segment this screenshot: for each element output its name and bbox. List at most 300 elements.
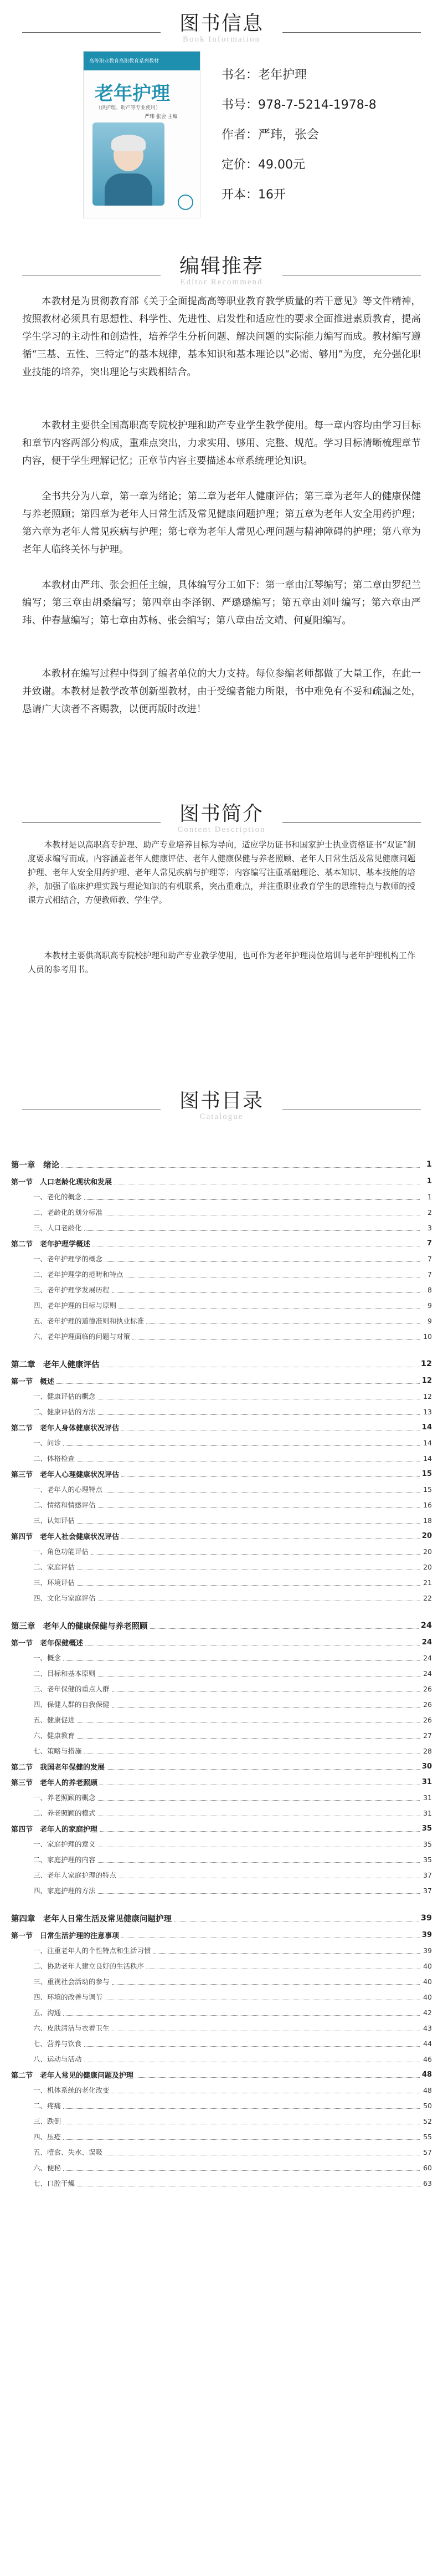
toc-section (11, 1175, 432, 1187)
toc-page-number: 46 (423, 2054, 432, 2063)
toc-item (11, 2115, 432, 2127)
toc-page-number: 12 (421, 1376, 432, 1385)
description-subtitle: Content Description (177, 825, 266, 834)
toc-entry-title: 七、策略与措施 (33, 1747, 82, 1755)
toc-item (11, 1206, 432, 1218)
recommend-header (0, 251, 443, 287)
toc-page-number: 12 (423, 1392, 432, 1401)
toc-page-number: 31 (423, 1808, 432, 1817)
toc-dot-leader (121, 1932, 420, 1938)
toc-entry-title: 三、重视社会活动的参与 (33, 1977, 110, 1986)
toc-dot-leader (91, 1548, 420, 1555)
toc-page-number: 30 (421, 1762, 432, 1771)
toc-item (11, 1714, 432, 1726)
toc-entry-title: 第二节 老年人常见的健康问题及护理 (11, 2071, 134, 2080)
recommend-paragraph: 本教材由严玮、张会担任主编，具体编写分工如下：第一章由江琴编写；第二章由罗纪兰编写；第三章由胡桑编写；第四章由李泽钢、严璐璐编写；第五章由刘叶编写；第六章由严玮、仲春慧编写；第七章由苏畅、张会编写；第八章由岳文靖、何夏阳编写。 (22, 580, 421, 626)
header-rule-left (22, 32, 161, 33)
toc-page-number: 39 (423, 1946, 432, 1955)
toc-page-number: 24 (421, 1638, 432, 1647)
toc-entry-title: 二、家庭评估 (33, 1563, 75, 1571)
toc-page-number: 10 (423, 1332, 432, 1341)
toc-item (11, 1884, 432, 1897)
toc-entry-title: 四、压疮 (33, 2133, 61, 2141)
toc-page-number: 31 (423, 1793, 432, 1802)
toc-item (11, 1561, 432, 1573)
toc-entry-title: 五、噎食、失水、误吸 (33, 2148, 103, 2156)
toc-entry-title: 一、概念 (33, 1654, 61, 1662)
toc-dot-leader (107, 1764, 420, 1770)
toc-item (11, 1390, 432, 1402)
cover-authors: 严玮 张会 主编 (145, 114, 178, 120)
toc-entry-title: 四、保健人群的自我保健 (33, 1700, 110, 1709)
toc-section (11, 1237, 432, 1249)
toc-dot-leader (153, 1948, 420, 1954)
toc-dot-leader (112, 2087, 420, 2093)
toc-section (11, 1776, 432, 1788)
toc-chapter (11, 1358, 432, 1370)
description-title: 图书简介 (179, 803, 264, 825)
toc-page-number: 24 (423, 1653, 432, 1662)
toc-dot-leader (85, 1639, 420, 1645)
toc-dot-leader (105, 1209, 420, 1215)
toc-dot-leader (63, 2118, 420, 2124)
toc-entry-title: 第二节 我国老年保健的发展 (11, 1763, 105, 1772)
toc-entry-title: 一、养老照顾的概念 (33, 1793, 96, 1802)
toc-item (11, 2037, 432, 2049)
toc-dot-leader (132, 1333, 420, 1340)
toc-page-number: 14 (423, 1454, 432, 1463)
toc-item (11, 1268, 432, 1280)
toc-dot-leader (77, 1732, 420, 1739)
toc-item (11, 1869, 432, 1881)
info-format-value: 16开 (258, 188, 286, 202)
toc-entry-title: 第一节 人口老龄化现状和发展 (11, 1178, 112, 1187)
toc-page-number: 15 (421, 1469, 432, 1478)
toc-page-number: 8 (427, 1285, 432, 1294)
toc-section (11, 1760, 432, 1772)
toc-dot-leader (84, 2041, 420, 2047)
toc-entry-title: 一、健康评估的概念 (33, 1392, 96, 1401)
toc-page-number: 14 (423, 1438, 432, 1447)
toc-item (11, 1284, 432, 1296)
toc-item (11, 2099, 432, 2112)
toc-item (11, 1299, 432, 1311)
header-rule-right (282, 822, 421, 823)
toc-page-number: 16 (423, 1500, 432, 1509)
toc-page-number: 26 (423, 1715, 432, 1724)
toc-page-number: 14 (421, 1423, 432, 1432)
toc-dot-leader (112, 1686, 420, 1692)
toc-item (11, 1975, 432, 1987)
toc-item (11, 1452, 432, 1464)
toc-dot-leader (63, 2134, 420, 2140)
toc-entry-title: 一、老化的概念 (33, 1193, 82, 1201)
toc-entry-title: 六、便秘 (33, 2164, 61, 2172)
toc-entry-title: 一、老年人的心理特点 (33, 1485, 103, 1494)
toc-entry-title: 二、协助老年人建立良好的生活秩序 (33, 1962, 145, 1970)
book-info-title: 图书信息 (179, 12, 264, 35)
toc-dot-leader (84, 1194, 420, 1200)
toc-dot-leader (84, 1225, 420, 1231)
toc-chapter (11, 1912, 432, 1924)
toc-dot-leader (174, 1915, 419, 1921)
toc-dot-leader (146, 1963, 420, 1969)
toc-item (11, 1838, 432, 1850)
cover-series: 高等职业教育高职教育系列教材 (89, 59, 159, 64)
toc-entry-title: 二、老龄化的划分标准 (33, 1208, 103, 1217)
toc-entry-title: 五、老年护理的道德准则和执业标准 (33, 1317, 145, 1325)
recommend-subtitle: Editor Recommend (180, 278, 263, 287)
toc-chapter (11, 1619, 432, 1632)
toc-item (11, 1853, 432, 1865)
toc-dot-leader (119, 1872, 420, 1878)
toc-dot-leader (105, 1486, 420, 1493)
toc-dot-leader (77, 1455, 420, 1461)
info-isbn-label: 书号： (222, 98, 259, 112)
toc-entry-title: 第二章 老年人健康评估 (11, 1360, 100, 1369)
toc-page-number: 7 (427, 1254, 432, 1263)
description-paragraph: 本教材是以高职高专护理、助产专业培养目标为导向，适应学历证书和国家护士执业资格证书“双证”制度要求编写而成。内容涵盖老年人健康评估、老年人健康保健与养老照顾、老年人日常生活及常见健康问题护理、老年人安全用药护理、老年人常见疾病与护理等；内容编写注重基础理论、基本知识、基本技能的培养，加强了临床护理实践与理论知识的有机联系，突出重难点，并注重职业教育学生的思维特点与教师的授课方式相结合，方便教师教、学生学。 (28, 840, 415, 905)
toc-page-number: 60 (423, 2163, 432, 2172)
toc-item (11, 2146, 432, 2158)
toc-entry-title: 二、健康评估的方法 (33, 1408, 96, 1416)
toc-section (11, 1530, 432, 1542)
toc-section (11, 1636, 432, 1648)
toc-page-number: 1 (427, 1192, 432, 1201)
info-title-value: 老年护理 (258, 68, 307, 82)
toc-page-number: 63 (423, 2179, 432, 2187)
toc-entry-title: 七、营养与饮食 (33, 2040, 82, 2048)
toc-dot-leader (150, 1623, 419, 1629)
toc-dot-leader (100, 1826, 420, 1832)
toc-dot-leader (146, 1318, 420, 1324)
recommend-paragraph: 本教材主要供全国高职高专院校护理和助产专业学生教学使用。每一章内容均由学习目标和章节内容两部分构成，重难点突出，力求实用、够用、完整、规范。学习目标清晰梳理章节内容，便于学生理解记忆；正章节内容主要描述本章系统理论知识。 (22, 420, 421, 467)
toc-dot-leader (114, 1178, 420, 1184)
toc-dot-leader (105, 1994, 420, 2000)
toc-item (11, 1667, 432, 1679)
toc-entry-title: 二、情绪和情感评估 (33, 1501, 96, 1509)
toc-entry-title: 第三章 老年人的健康保健与养老照顾 (11, 1622, 148, 1631)
recommend-paragraph: 全书共分为八章，第一章为绪论；第二章为老年人健康评估；第三章为老年人的健康保健与养老照顾；第四章为老年人日常生活及常见健康问题护理；第五章为老年人安全用药护理；第六章为老年人常见疾病与护理；第七章为老年人常见心理问题与精神障碍的护理；第八章为老年人临终关怀与护理。 (22, 491, 421, 555)
catalogue-header (0, 1085, 443, 1122)
cover-subtitle: （供护理、助产等专业使用） (96, 105, 161, 111)
toc-page-number: 20 (421, 1531, 432, 1540)
toc-entry-title: 第二节 老年护理学概述 (11, 1240, 91, 1249)
toc-page-number: 55 (423, 2132, 432, 2141)
toc-dot-leader (105, 1256, 420, 1262)
toc-page-number: 7 (427, 1270, 432, 1279)
header-rule-right (282, 32, 421, 33)
toc-item (11, 1745, 432, 1757)
toc-dot-leader (77, 1517, 420, 1524)
info-format-label: 开本： (222, 188, 259, 202)
toc-item (11, 2161, 432, 2174)
toc-entry-title: 四、环境的改善与调节 (33, 1993, 103, 2001)
toc-page-number: 37 (423, 1870, 432, 1879)
publisher-logo-icon (178, 195, 193, 210)
toc-item (11, 1315, 432, 1327)
toc-entry-title: 三、环境评估 (33, 1578, 75, 1587)
toc-page-number: 20 (423, 1562, 432, 1571)
toc-entry-title: 第二节 老年人身体健康状况评估 (11, 1424, 120, 1433)
info-isbn-value: 978-7-5214-1978-8 (258, 98, 377, 112)
toc-entry-title: 三、老年保健的重点人群 (33, 1685, 110, 1693)
description-header (0, 798, 443, 835)
recommend-paragraph: 本教材在编写过程中得到了编者单位的大力支持。每位参编老师都做了大量工作，在此一并致谢。本教材是教学改革创新型教材，由于受编者能力所限，书中难免有不妥和疏漏之处，恳请广大读者不吝赐教，以便再版时改进！ (22, 668, 421, 715)
toc-entry-title: 三、老年护理学发展历程 (33, 1286, 110, 1294)
toc-entry-title: 一、注重老年人的个性特点和生活习惯 (33, 1946, 151, 1955)
toc-entry-title: 四、老年护理的目标与原则 (33, 1301, 117, 1310)
toc-page-number: 44 (423, 2039, 432, 2048)
toc-item (11, 1499, 432, 1511)
toc-page-number: 9 (427, 1301, 432, 1310)
toc-entry-title: 七、口腔干燥 (33, 2179, 75, 2187)
cover-photo-figure-body (105, 173, 152, 206)
toc-section (11, 2068, 432, 2081)
toc-entry-title: 一、机体系统的老化改变 (33, 2086, 110, 2094)
toc-entry-title: 第四章 老年人日常生活及常见健康问题护理 (11, 1914, 172, 1924)
toc-page-number: 22 (423, 1593, 432, 1602)
toc-entry-title: 二、养老照顾的模式 (33, 1809, 96, 1817)
toc-page-number: 40 (423, 1992, 432, 2001)
toc-entry-title: 六、皮肤清洁与衣着卫生 (33, 2024, 110, 2032)
toc-dot-leader (121, 1424, 420, 1430)
toc-page-number: 24 (423, 1669, 432, 1678)
toc-entry-title: 第三节 老年人的养老照顾 (11, 1778, 98, 1787)
toc-dot-leader (98, 1409, 420, 1415)
toc-entry-title: 第四节 老年人的家庭护理 (11, 1825, 98, 1834)
toc-entry-title: 一、角色功能评估 (33, 1547, 89, 1556)
toc-page-number: 52 (423, 2117, 432, 2125)
toc-item (11, 1592, 432, 1604)
toc-dot-leader (98, 1810, 420, 1816)
toc-dot-leader (98, 1595, 420, 1601)
toc-dot-leader (56, 1378, 420, 1384)
toc-page-number: 24 (420, 1621, 432, 1630)
cover-photo (92, 122, 164, 206)
toc-page-number: 39 (421, 1930, 432, 1939)
toc-item (11, 1729, 432, 1741)
toc-item (11, 1253, 432, 1265)
toc-dot-leader (77, 1717, 420, 1723)
toc-item (11, 1221, 432, 1234)
toc-page-number: 13 (423, 1407, 432, 1416)
toc-item (11, 2053, 432, 2065)
toc-item (11, 1791, 432, 1803)
toc-entry-title: 六、健康教育 (33, 1731, 75, 1740)
info-isbn-row (222, 95, 377, 113)
toc-dot-leader (126, 1271, 420, 1277)
toc-dot-leader (77, 2180, 420, 2186)
info-price-label: 定价： (222, 158, 259, 172)
toc-dot-leader (84, 1748, 420, 1754)
recommend-title: 编辑推荐 (179, 255, 264, 278)
toc-page-number: 31 (421, 1777, 432, 1786)
info-format-row (222, 185, 286, 202)
toc-dot-leader (98, 1670, 420, 1677)
toc-page-number: 43 (423, 2023, 432, 2032)
toc-item (11, 1330, 432, 1342)
toc-dot-leader (63, 2010, 420, 2016)
toc-page-number: 26 (423, 1700, 432, 1709)
toc-entry-title: 一、老年护理学的概念 (33, 1255, 103, 1263)
toc-page-number: 1 (426, 1177, 432, 1185)
toc-entry-title: 五、健康促进 (33, 1716, 75, 1724)
toc-item (11, 1545, 432, 1557)
toc-item (11, 1991, 432, 2003)
toc-entry-title: 一、问诊 (33, 1439, 61, 1447)
info-title-label: 书名： (222, 68, 259, 82)
toc-page-number: 35 (421, 1824, 432, 1833)
toc-item (11, 1514, 432, 1526)
toc-item (11, 2006, 432, 2018)
toc-dot-leader (98, 1795, 420, 1801)
toc-dot-leader (119, 1302, 420, 1309)
toc-page-number: 1 (426, 1160, 432, 1169)
toc-dot-leader (92, 1240, 420, 1246)
toc-page-number: 3 (427, 1223, 432, 1232)
toc-item (11, 1807, 432, 1819)
toc-dot-leader (98, 1888, 420, 1894)
toc-page-number: 28 (423, 1746, 432, 1755)
toc-dot-leader (63, 1655, 420, 1661)
toc-page-number: 18 (423, 1516, 432, 1525)
cover-title: 老年护理 (95, 83, 170, 105)
cover-photo-figure-hair (111, 135, 146, 151)
toc-dot-leader (84, 2056, 420, 2062)
toc-dot-leader (100, 1779, 420, 1785)
toc-item (11, 1960, 432, 1972)
toc-section (11, 1374, 432, 1387)
description-paragraph: 本教材主要供高职高专院校护理和助产专业教学使用，也可作为老年护理岗位培训与老年护理机构工作人员的参考用书。 (28, 951, 415, 974)
toc-dot-leader (112, 2025, 420, 2031)
book-cover-image (83, 51, 200, 218)
toc-page-number: 21 (423, 1578, 432, 1587)
toc-dot-leader (77, 1580, 420, 1586)
toc-page-number: 40 (423, 1961, 432, 1970)
toc-dot-leader (98, 1841, 420, 1847)
book-info-header (0, 8, 443, 44)
recommend-paragraph: 本教材是为贯彻教育部《关于全面提高高等职业教育教学质量的若干意见》等文件精神，按照教材必须具有思想性、科学性、先进性、启发性和适应性的要求全面推进素质教育，提高学生学习的主动性和创造性，培养学生分析问题、解决问题的实际能力编写而成。教材编写遵循“三基、五性、三特定”的基本规律，基本知识和基本理论以“必需、够用”为度，充分强化职业技能的培养，突出理论与实践相结合。 (22, 296, 421, 378)
toc-dot-leader (61, 1162, 420, 1168)
toc-dot-leader (102, 1361, 419, 1367)
toc-entry-title: 五、沟通 (33, 2008, 61, 2017)
toc-entry-title: 二、老年护理学的范畴和特点 (33, 1270, 123, 1279)
catalogue-subtitle: Catalogue (199, 1112, 244, 1121)
catalogue-title: 图书目录 (179, 1090, 264, 1112)
toc-entry-title: 三、老年人家庭护理的特点 (33, 1871, 117, 1879)
toc-page-number: 12 (420, 1359, 432, 1368)
toc-page-number: 2 (427, 1208, 432, 1217)
toc-dot-leader (63, 1440, 420, 1446)
toc-page-number: 57 (423, 2148, 432, 2156)
toc-entry-title: 二、体格检查 (33, 1454, 75, 1463)
toc-entry-title: 第一章 绪论 (11, 1161, 59, 1170)
toc-item (11, 1683, 432, 1695)
toc-entry-title: 第三节 老年人心理健康状况评估 (11, 1470, 120, 1479)
toc-dot-leader (98, 1393, 420, 1399)
toc-dot-leader (121, 1471, 420, 1477)
toc-item (11, 2022, 432, 2034)
toc-dot-leader (98, 1502, 420, 1508)
toc-dot-leader (77, 1564, 420, 1570)
toc-page-number: 7 (426, 1239, 432, 1248)
toc-page-number: 35 (423, 1839, 432, 1848)
book-info-subtitle: Book Information (183, 35, 260, 44)
toc-page-number: 48 (421, 2070, 432, 2079)
toc-section (11, 1421, 432, 1433)
toc-item (11, 1190, 432, 1203)
toc-page-number: 15 (423, 1485, 432, 1494)
toc-entry-title: 二、目标和基本原则 (33, 1669, 96, 1678)
toc-item (11, 2177, 432, 2189)
toc-item (11, 1698, 432, 1710)
toc-page-number: 35 (423, 1855, 432, 1864)
toc-item (11, 2084, 432, 2096)
toc-page-number: 37 (423, 1886, 432, 1895)
toc-chapter (11, 1158, 432, 1171)
toc-dot-leader (63, 2103, 420, 2109)
toc-item (11, 1437, 432, 1449)
toc-section (11, 1468, 432, 1480)
info-author-value: 严玮，张会 (258, 128, 320, 142)
toc-page-number: 50 (423, 2101, 432, 2110)
toc-entry-title: 六、老年护理面临的问题与对策 (33, 1332, 131, 1341)
toc-dot-leader (121, 1533, 420, 1539)
toc-item (11, 1405, 432, 1418)
toc-entry-title: 四、文化与家庭评估 (33, 1594, 96, 1602)
toc-entry-title: 第一节 日常生活护理的注意事项 (11, 1931, 120, 1940)
toc-page-number: 20 (423, 1547, 432, 1556)
toc-item (11, 2130, 432, 2143)
toc-dot-leader (136, 2072, 420, 2078)
toc-dot-leader (105, 2149, 420, 2155)
toc-section (11, 1822, 432, 1834)
info-price-value: 49.00元 (258, 158, 305, 172)
toc-entry-title: 一、家庭护理的意义 (33, 1840, 96, 1848)
toc-item (11, 1652, 432, 1664)
toc-entry-title: 第一节 老年保健概述 (11, 1639, 84, 1648)
toc-entry-title: 第四节 老年人社会健康状况评估 (11, 1532, 120, 1541)
toc-page-number: 40 (423, 1977, 432, 1986)
toc-entry-title: 第一节 概述 (11, 1377, 55, 1386)
toc-dot-leader (63, 2165, 420, 2171)
toc-dot-leader (112, 1287, 420, 1293)
toc-dot-leader (112, 1701, 420, 1708)
info-author-row (222, 125, 319, 142)
toc-page-number: 9 (427, 1316, 432, 1325)
toc-page-number: 27 (423, 1731, 432, 1740)
toc-section (11, 1929, 432, 1941)
toc-entry-title: 三、跌倒 (33, 2117, 61, 2125)
info-author-label: 作者： (222, 128, 259, 142)
toc-dot-leader (98, 1857, 420, 1863)
info-title-row (222, 65, 307, 83)
toc-page-number: 26 (423, 1684, 432, 1693)
header-rule-left (22, 822, 161, 823)
toc-dot-leader (112, 1979, 420, 1985)
toc-page-number: 42 (423, 2008, 432, 2017)
toc-entry-title: 二、疼痛 (33, 2102, 61, 2110)
info-price-row (222, 155, 305, 172)
toc-item (11, 1483, 432, 1495)
toc-entry-title: 八、运动与活动 (33, 2055, 82, 2063)
toc-item (11, 1576, 432, 1588)
toc-page-number: 48 (423, 2086, 432, 2094)
toc-page-number: 39 (420, 1914, 432, 1923)
toc-entry-title: 四、家庭护理的方法 (33, 1887, 96, 1895)
toc-entry-title: 三、人口老龄化 (33, 1224, 82, 1232)
